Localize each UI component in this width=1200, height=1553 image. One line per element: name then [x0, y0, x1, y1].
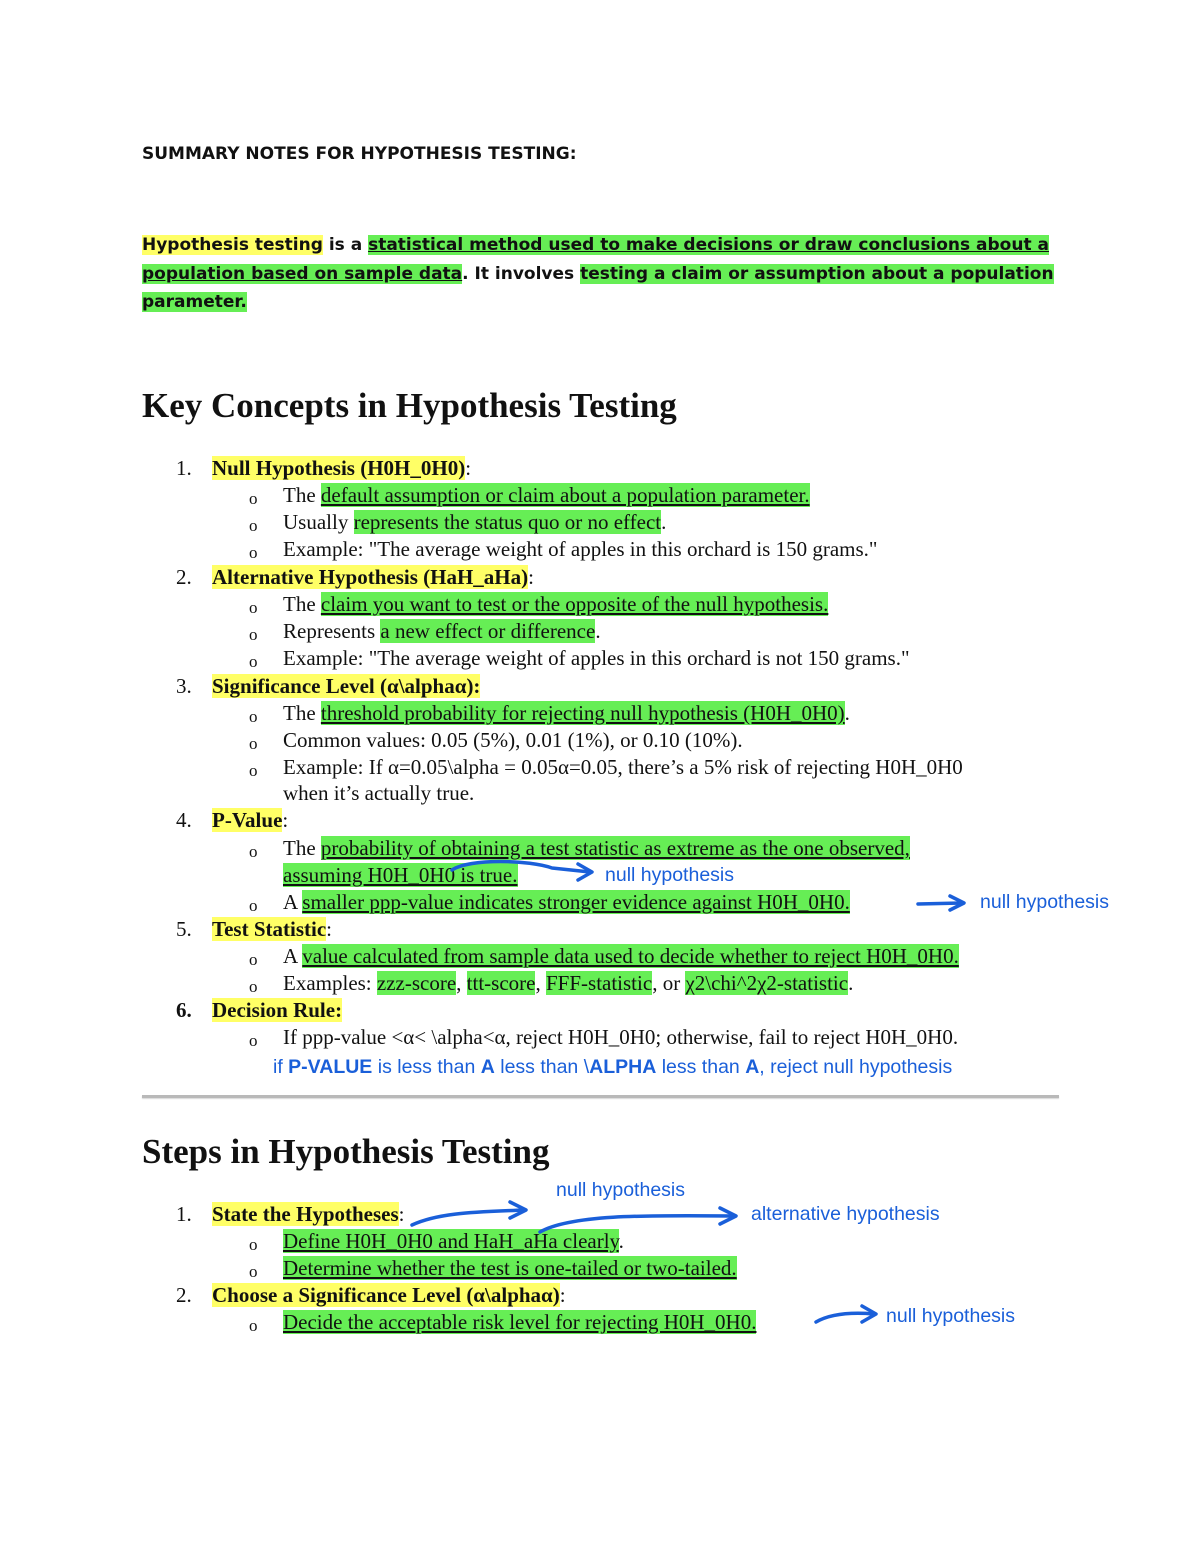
- bullet-marker: o: [249, 734, 258, 753]
- intro-term: Hypothesis testing: [142, 235, 323, 255]
- null-hypothesis-note: null hypothesis: [980, 891, 1109, 913]
- arrow-steps-1: [412, 1210, 524, 1225]
- list-item: Common values: 0.05 (5%), 0.01 (1%), or 0.10 (10%).: [283, 728, 743, 752]
- list-item: Define H0H_0H0 and HaH_aHa clearly.: [283, 1229, 624, 1253]
- bullet-marker: o: [249, 707, 258, 726]
- arrow-steps-2: [540, 1216, 734, 1232]
- bullet-marker: o: [249, 842, 258, 861]
- list-number: 4.: [176, 808, 192, 832]
- bullet-marker: o: [249, 1031, 258, 1050]
- bullet-marker: o: [249, 977, 258, 996]
- list-item: If ppp-value <α< \alpha<α, reject H0H_0H0; otherwise, fail to reject H0H_0H0.: [283, 1025, 959, 1049]
- list-number: 2.: [176, 1283, 192, 1307]
- bullet-marker: o: [249, 625, 258, 644]
- item-suffix: :: [465, 456, 472, 480]
- bullet-marker: o: [249, 950, 258, 969]
- bullet-marker: o: [249, 761, 258, 780]
- list-item: Decide the acceptable risk level for rejecting H0H_0H0.: [283, 1310, 757, 1334]
- bullet-marker: o: [249, 896, 258, 915]
- list-item: Usually represents the status quo or no effect.: [283, 510, 667, 534]
- significance-level-step: Choose a Significance Level (α\alphaα):: [212, 1283, 566, 1307]
- arrow-pvalue-1: [452, 862, 590, 873]
- list-item: A value calculated from sample data used to decide whether to reject H0H_0H0.: [283, 944, 959, 968]
- list-item: Determine whether the test is one-tailed or two-tailed.: [283, 1256, 737, 1280]
- list-number: 5.: [176, 917, 192, 941]
- bullet-marker: o: [249, 1262, 258, 1281]
- bullet-marker: o: [249, 543, 258, 562]
- alternative-hypothesis-note: alternative hypothesis: [751, 1203, 940, 1225]
- list-number: 3.: [176, 674, 192, 698]
- test-statistic-item: Test Statistic:: [212, 917, 332, 941]
- list-number: 1.: [176, 1202, 192, 1226]
- intro-text-1: is a: [322, 235, 369, 255]
- bullet-marker: o: [249, 598, 258, 617]
- bullet-marker: o: [249, 652, 258, 671]
- list-item: The probability of obtaining a test statistic as extreme as the one observed,: [283, 836, 910, 860]
- significance-level-item: Significance Level (α\alphaα):: [212, 674, 481, 698]
- list-item-continuation: assuming H0H_0H0 is true.: [283, 863, 518, 887]
- decision-rule-item: Decision Rule:: [212, 998, 343, 1022]
- bullet-marker: o: [249, 1316, 258, 1335]
- list-item: Example: "The average weight of apples in this orchard is 150 grams.": [283, 537, 878, 561]
- state-hypotheses-step: State the Hypotheses:: [212, 1202, 405, 1226]
- list-item-continuation: when it’s actually true.: [283, 781, 475, 805]
- intro-text-2: . It involves: [462, 263, 581, 284]
- list-item: A smaller ppp-value indicates stronger evidence against H0H_0H0.: [283, 890, 850, 914]
- list-number: 1.: [176, 456, 192, 480]
- bullet-marker: o: [249, 489, 258, 508]
- null-hypothesis-note: null hypothesis: [886, 1305, 1015, 1327]
- alternative-hypothesis-item: Alternative Hypothesis (HaH_aHa):: [212, 565, 534, 589]
- key-concepts-heading: Key Concepts in Hypothesis Testing: [142, 386, 677, 425]
- document-title: SUMMARY NOTES FOR HYPOTHESIS TESTING:: [142, 144, 577, 164]
- arrow-pvalue-2: [918, 903, 962, 904]
- steps-heading: Steps in Hypothesis Testing: [142, 1132, 550, 1171]
- item-label: Null Hypothesis (H0H_0H0): [212, 456, 466, 480]
- decision-rule-note: if P-VALUE is less than A less than \ALPHA less than A, reject null hypothesis: [273, 1056, 953, 1078]
- intro-claim: testing a claim or assumption about a population parameter.: [142, 263, 1054, 312]
- list-item: Represents a new effect or difference.: [283, 619, 601, 643]
- bullet-marker: o: [249, 1235, 258, 1254]
- list-item: Examples: zzz-score, ttt-score, FFF-statistic, or χ2\chi^2χ2-statistic.: [283, 971, 854, 995]
- list-item: Example: If α=0.05\alpha = 0.05α=0.05, there’s a 5% risk of rejecting H0H_0H0: [283, 755, 963, 779]
- list-number: 2.: [176, 565, 192, 589]
- null-hypothesis-note: null hypothesis: [556, 1179, 685, 1201]
- list-item: The claim you want to test or the opposite of the null hypothesis.: [283, 592, 829, 616]
- intro-definition: statistical method used to make decisions or draw conclusions about a population based on sample data: [142, 235, 1049, 284]
- p-value-item: P-Value:: [212, 808, 289, 832]
- null-hypothesis-note: null hypothesis: [605, 864, 734, 886]
- list-number: 6.: [176, 998, 192, 1022]
- list-item: The default assumption or claim about a population parameter.: [283, 483, 810, 507]
- bullet-marker: o: [249, 516, 258, 535]
- list-item: The threshold probability for rejecting null hypothesis (H0H_0H0).: [283, 701, 850, 725]
- list-item: Example: "The average weight of apples in this orchard is not 150 grams.": [283, 646, 910, 670]
